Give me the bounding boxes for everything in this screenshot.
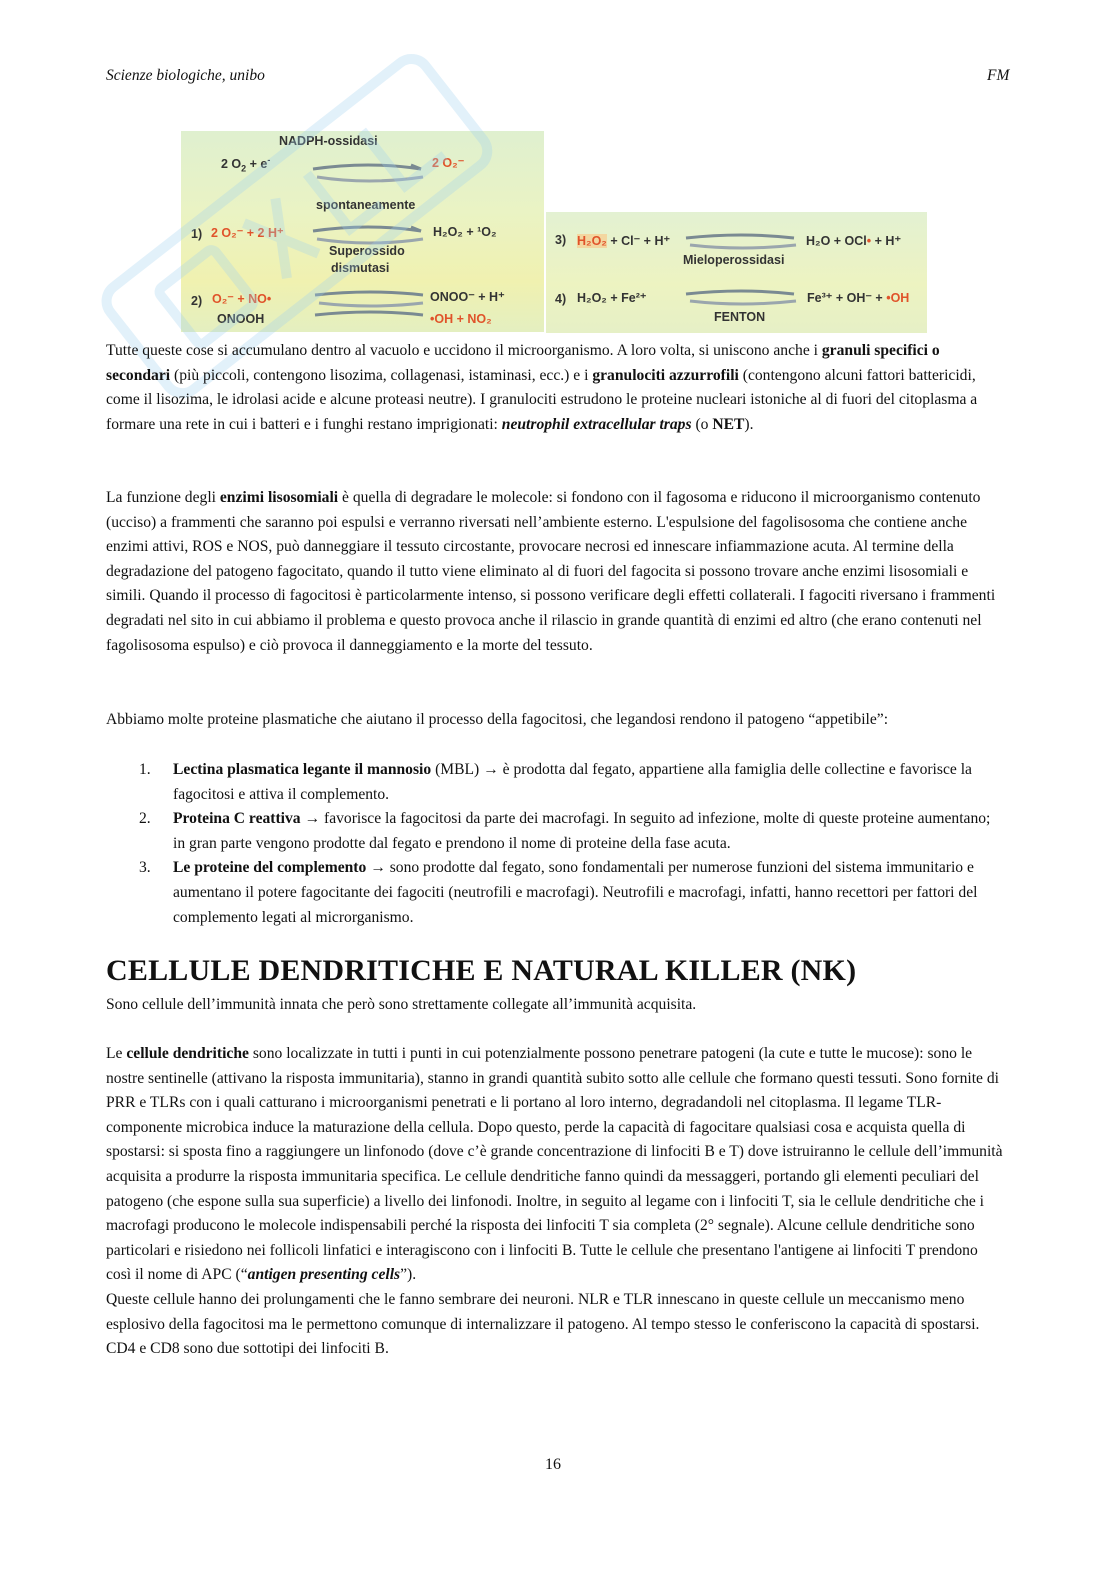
reaction-4-left: H₂O₂ + Fe²⁺ — [577, 291, 647, 305]
reaction-1-number: 1) — [191, 227, 203, 241]
paragraph-enzimi-lisosomiali: La funzione degli enzimi lisosomiali è quella di degradare le molecole: si fondono con il fagosoma e riducono il microorganismo contenuto (ucciso) a frammenti che saranno poi espulsi e verranno riversati nell’ambiente esterno. L'espulsione del fagolisosoma che contiene anche enzimi attivi, ROS e NOS, può danneggiare il tessuto circostante, provocare necrosi ed innescare infiammazione acuta. Al termine della degradazione del patogeno fagocitato, quando il tutto viene eliminato al di fuori del fagocita si possono trovare anche enzimi lisosomiali e simili. Quando il processo di fagocitosi è particolarmente intenso, si possono verificare degli effetti collaterali. I fagociti riversano i frammenti degradati nel sito in cui abbiamo il problema e questo provoca anche il rilascio in grande quantità di enzimi ed altro (che erano contenuti nel fagolisosoma espulso) e ciò provoca il danneggiamento e la morte del tessuto. — [106, 489, 996, 654]
reaction-3-number: 3) — [555, 233, 567, 247]
paragraph-proteine-plasmatiche: Abbiamo molte proteine plasmatiche che aiutano il processo della fagocitosi, che legandosi rendono il patogeno “appetibile”: — [106, 711, 889, 728]
reaction-2-sub: ONOOH — [217, 312, 265, 326]
reaction-0-right: 2 O₂⁻ — [432, 156, 465, 170]
list-item: 3. Le proteine del complemento → sono prodotte dal fegato, sono fondamentali per numerose funzioni del sistema immunitario e aumentano il potere fagocitante dei fagociti (neutrofili e macrofagi). Neutrofili e macrofagi, infatti, hanno recettori per fattori del complemento legati al microrganismo. — [139, 859, 978, 926]
reaction-4-number: 4) — [555, 292, 567, 306]
paragraph-cellule-dendritiche: Le cellule dendritiche sono localizzate in tutti i punti in cui potenzialmente possono penetrare patogeni (la cute e tutte le mucose): sono le nostre sentinelle (attivano la risposta immunitaria), stanno in grandi quantità subito sotto alle cellule che formano questi tessuti. Sono fornite di PRR e TLRs con i quali catturano i microorganismi penetrati e li portano al loro interno, degradandoli nel citoplasma. Il legame TLR-componente microbica induce la maturazione della cellula. Dopo questo, perde la capacità di fagocitare qualsiasi cosa e acquista quella di spostarsi: si sposta fino a raggiungere un linfonodo (dove c’è grande concentrazione di linfociti B e T) dove istruiranno le cellule dell’immunità acquisita a produrre la risposta immunitaria specifica. Le cellule dendritiche fanno quindi da messaggeri, portando gli elementi peculiari del patogeno (che espone sulla sua superficie) a livello dei linfonodi. Inoltre, in seguito al legame con i linfociti T, sia le cellule dendritiche che i macrofagi producono le molecole indispensabili perché la risposta dei linfociti T sia completa (2° segnale). Alcune cellule dendritiche sono particolari e risiedono nei follicoli linfatici e interagiscono con i linfociti B. Tutte le cellule che presentano l'antigene ai linfociti T prendono così il nome di APC (“antigen presenting cells”). Queste cellule hanno dei prolungamenti che le fanno sembrare dei neuroni. NLR e TLR innescano in queste cellule un meccanismo meno esplosivo della fagocitosi ma le permettono comunque di internalizzare il patogeno. Al tempo stesso le conferiscono la capacità di spostarsi. CD4 e CD8 sono due sottotipi dei linfociti B. — [106, 1045, 1003, 1358]
page-number: 16 — [545, 1456, 561, 1473]
enzyme-mieloperossidasi: Mieloperossidasi — [683, 253, 785, 267]
reaction-figure-right — [546, 212, 927, 333]
paragraph-vacuolo: Tutte queste cose si accumulano dentro al vacuolo e uccidono il microorganismo. A loro volta, si uniscono anche i granuli specifici o secondari (più piccoli, contengono lisozima, collagenasi, istaminasi, ecc.) e i granulociti azzurrofili (contengono alcuni fattori battericidi, come il lisozima, le idrolasi acide e alcune proteasi neutre). I granulociti estrudono le proteine nucleari istoniche al di fuori del citoplasma a formare una rete in cui i batteri e i funghi restano imprigionati: neutrophil extracellular traps (o NET). — [106, 342, 978, 433]
paragraph-intro-dendritiche: Sono cellule dell’immunità innata che però sono strettamente collegate all’immunità acquisita. — [106, 996, 697, 1013]
enzyme-dismutasi: dismutasi — [331, 261, 390, 275]
reaction-3-right: H₂O + OCl• + H⁺ — [806, 234, 902, 248]
list-item: 2. Proteina C reattiva → favorisce la fagocitosi da parte dei macrofagi. In seguito ad infezione, molte di queste proteine aumentano; in gran parte vengono prodotte dal fegato e prendono il nome di proteine della fase acuta. — [139, 810, 991, 852]
reaction-2-right-bottom: •OH + NO₂ — [430, 312, 492, 326]
reaction-3-left: H₂O₂ + Cl⁻ + H⁺ — [577, 234, 671, 248]
reaction-1-left: 2 O₂⁻ + 2 H⁺ — [211, 226, 284, 240]
reaction-2-right-top: ONOO⁻ + H⁺ — [430, 290, 505, 304]
header-course: Scienze biologiche, unibo — [106, 67, 265, 84]
reaction-figure-left — [181, 131, 544, 332]
enzyme-nadph-ossidasi: NADPH-ossidasi — [279, 134, 378, 148]
header-initials: FM — [987, 67, 1010, 84]
reaction-1-right: H₂O₂ + ¹O₂ — [433, 225, 497, 239]
reaction-0-left: 2 $O_2 + e^-$ — [221, 155, 271, 174]
equilibrium-arrow-icon — [682, 286, 802, 308]
equilibrium-arrow-icon — [682, 230, 802, 252]
section-heading: CELLULE DENDRITICHE E NATURAL KILLER (NK) — [106, 954, 857, 987]
reaction-2-number: 2) — [191, 294, 203, 308]
label-spontaneamente: spontaneamente — [316, 198, 416, 212]
numbered-list — [106, 758, 1006, 930]
list-item: 1. Lectina plasmatica legante il mannosio (MBL) → è prodotta dal fegato, appartiene alla famiglia delle collectine e favorisce la fagocitosi e attiva il complemento. — [139, 761, 972, 803]
reaction-4-right: Fe³⁺ + OH⁻ + •OH — [807, 291, 910, 305]
enzyme-fenton: FENTON — [714, 310, 766, 324]
equilibrium-arrow-icon — [309, 159, 429, 185]
split-arrow-icon — [311, 287, 429, 325]
reaction-2-left: O₂⁻ + NO• — [212, 292, 272, 306]
enzyme-superossido: Superossido — [329, 244, 405, 258]
